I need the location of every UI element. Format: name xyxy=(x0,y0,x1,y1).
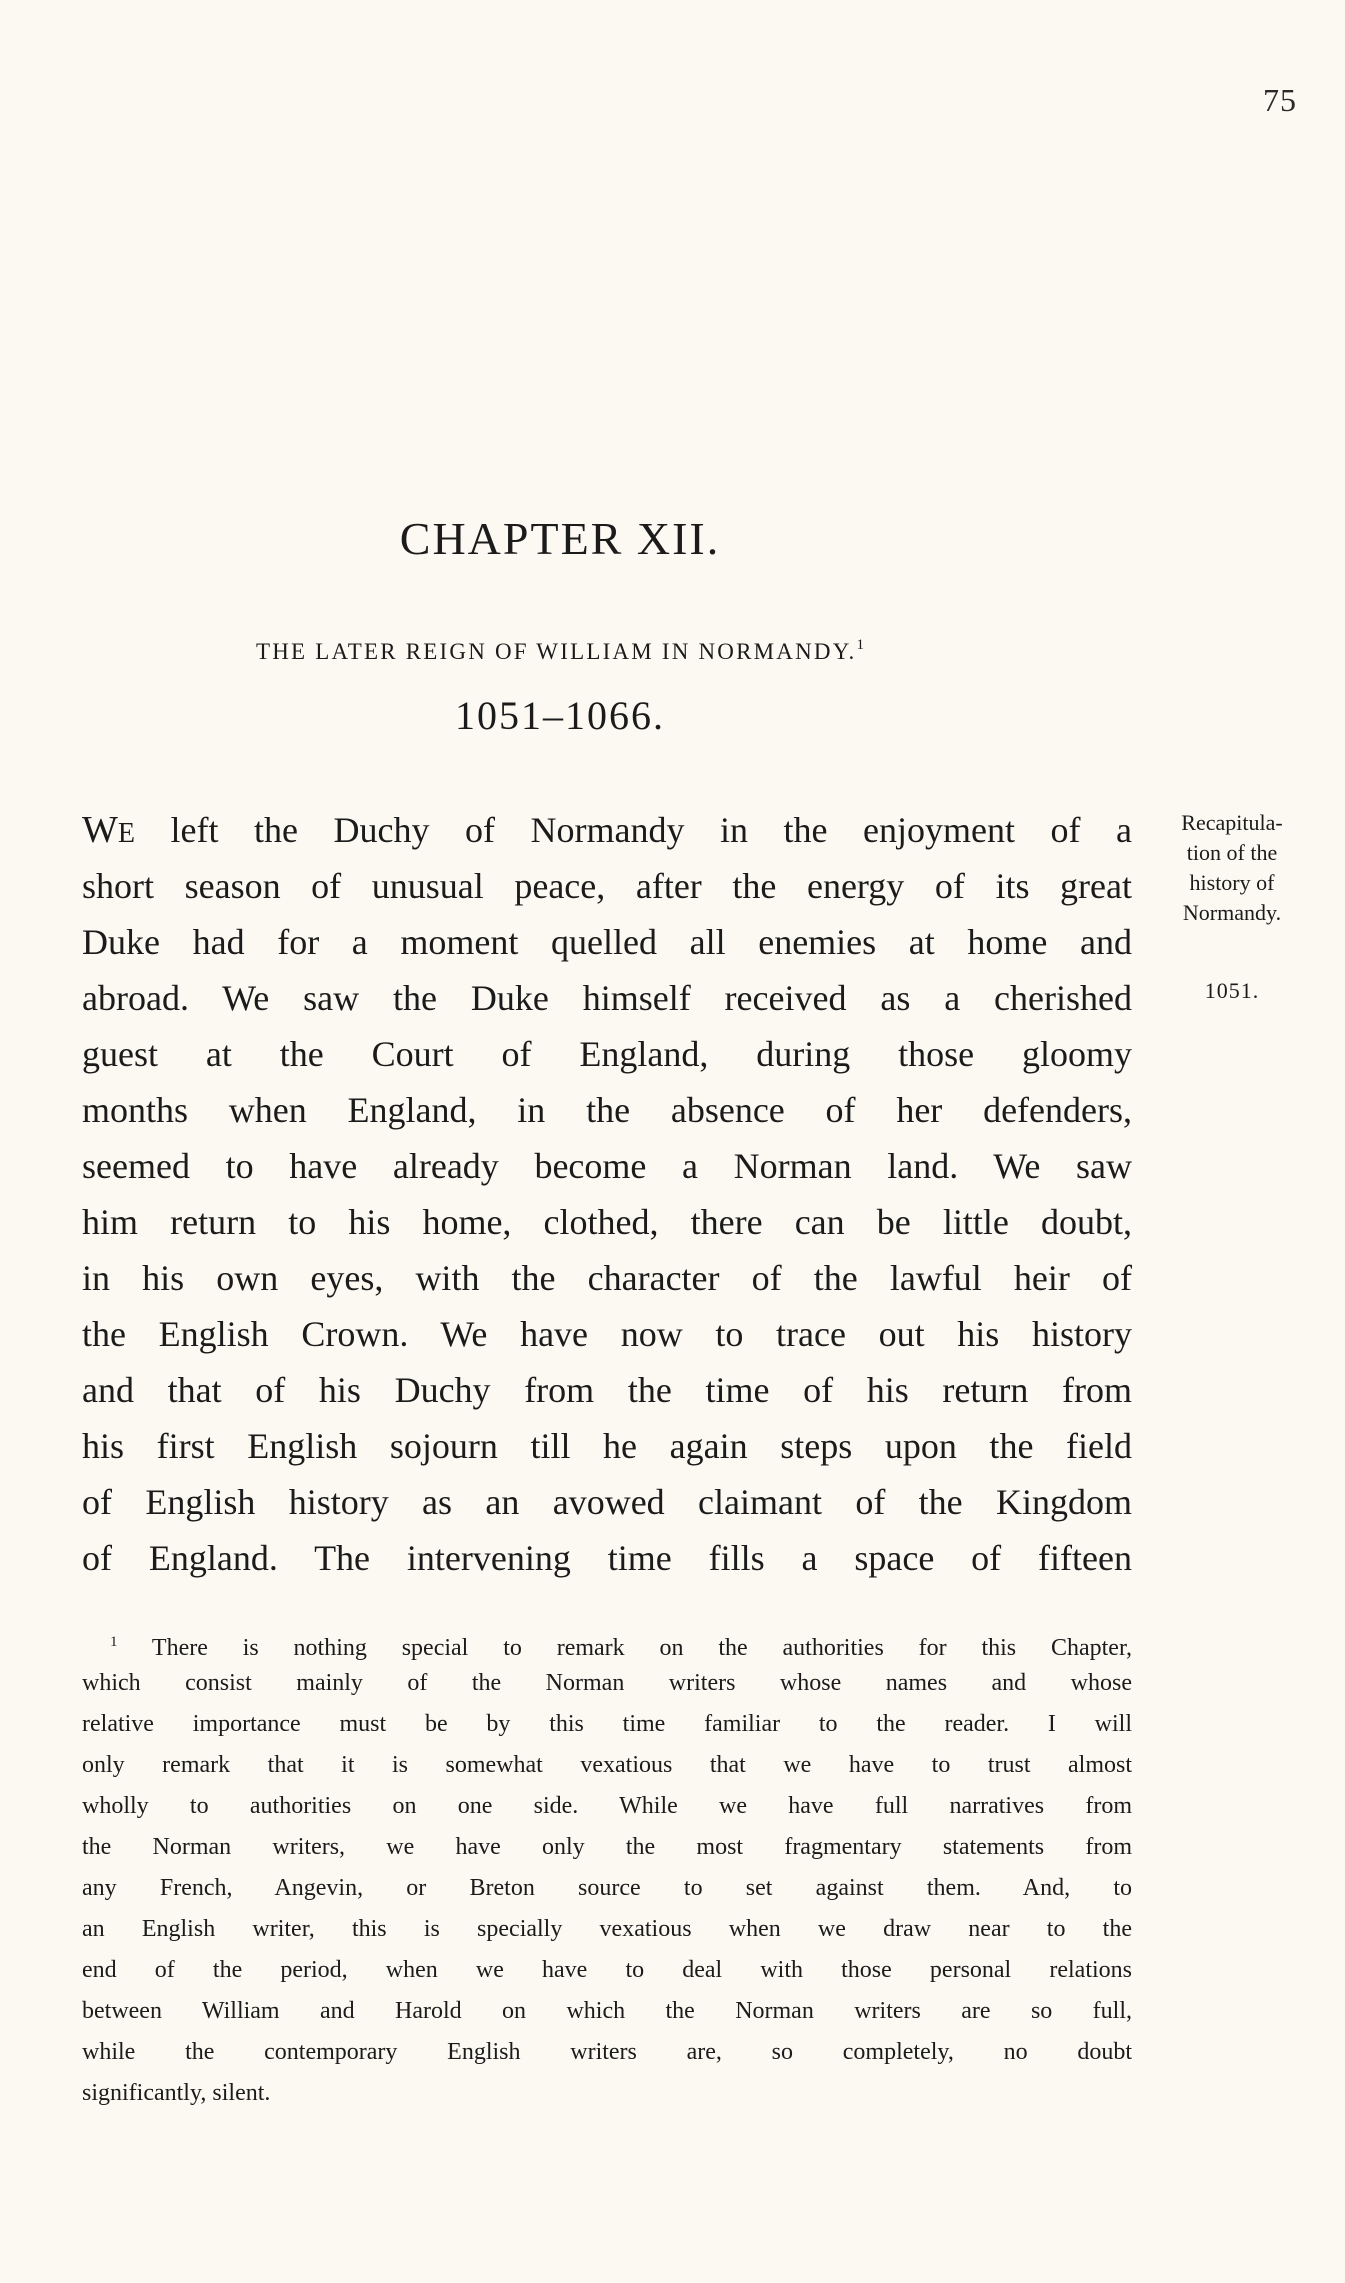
body-line: his first English sojourn till he again steps upon the field xyxy=(82,1426,1132,1466)
footnote-line: an English writer, this is specially vexatious when we draw near to the xyxy=(82,1916,1132,1942)
body-line: in his own eyes, with the character of the lawful heir of xyxy=(82,1258,1132,1298)
body-line: the English Crown. We have now to trace out his history xyxy=(82,1314,1132,1354)
footnote xyxy=(82,1622,1132,2114)
drop-initial: W xyxy=(82,809,118,851)
body-line: short season of unusual peace, after the energy of its great xyxy=(82,866,1132,906)
footnote-line: while the contemporary English writers are, so completely, no doubt xyxy=(82,2039,1132,2065)
footnote-line: which consist mainly of the Norman writers whose names and whose xyxy=(82,1670,1132,1696)
body-line-text: left the Duchy of Normandy in the enjoyment of a xyxy=(134,810,1132,850)
sidenote-line: Normandy. xyxy=(1182,900,1282,925)
small-caps-word: E xyxy=(117,818,135,849)
margin-sidenote xyxy=(1147,808,1317,1006)
body-line: of England. The intervening time fills a space of fifteen xyxy=(82,1538,1132,1578)
footnote-line: between William and Harold on which the Norman writers are so full, xyxy=(82,1998,1132,2024)
body-paragraph xyxy=(82,802,1132,1586)
chapter-dates: 1051–1066. xyxy=(455,693,665,738)
footnote-line: wholly to authorities on one side. While we have full narratives from xyxy=(82,1793,1132,1819)
footnote-line: any French, Angevin, or Breton source to set against them. And, to xyxy=(82,1875,1132,1901)
footnote-line: only remark that it is somewhat vexatious that we have to trust almost xyxy=(82,1752,1132,1778)
body-line: and that of his Duchy from the time of his return from xyxy=(82,1370,1132,1410)
footnote-line: significantly, silent. xyxy=(82,2080,271,2106)
sidenote-line: tion of the xyxy=(1186,840,1278,865)
footnote-marker: 1 xyxy=(110,1634,118,1650)
footnote-line: end of the period, when we have to deal with those personal relations xyxy=(82,1957,1132,1983)
body-line: of English history as an avowed claimant of the Kingdom xyxy=(82,1482,1132,1522)
body-line: months when England, in the absence of her defenders, xyxy=(82,1090,1132,1130)
body-line: Duke had for a moment quelled all enemies at home and xyxy=(82,922,1132,962)
page-number: 75 xyxy=(1263,82,1297,118)
footnote-line xyxy=(82,1622,1132,1663)
footnote-line: relative importance must be by this time familiar to the reader. I will xyxy=(82,1711,1132,1737)
chapter-subtitle xyxy=(0,637,1120,665)
footnote-reference: 1 xyxy=(856,637,864,653)
footnote-line-text: There is nothing special to remark on the authorities for this Chapter, xyxy=(151,1635,1132,1661)
chapter-subtitle-text: THE LATER REIGN OF WILLIAM IN NORMANDY. xyxy=(255,639,857,664)
sidenote-line: history of xyxy=(1189,870,1275,895)
chapter-title: CHAPTER XII. xyxy=(399,513,721,564)
sidenote-line: Recapitula- xyxy=(1181,810,1283,835)
body-line: guest at the Court of England, during those gloomy xyxy=(82,1034,1132,1074)
body-line: abroad. We saw the Duke himself received as a cherished xyxy=(82,978,1132,1018)
footnote-line: the Norman writers, we have only the most fragmentary statements from xyxy=(82,1834,1132,1860)
body-line: seemed to have already become a Norman land. We saw xyxy=(82,1146,1132,1186)
body-line: him return to his home, clothed, there can be little doubt, xyxy=(82,1202,1132,1242)
sidenote-year: 1051. xyxy=(1204,978,1260,1003)
body-line xyxy=(82,802,1132,858)
